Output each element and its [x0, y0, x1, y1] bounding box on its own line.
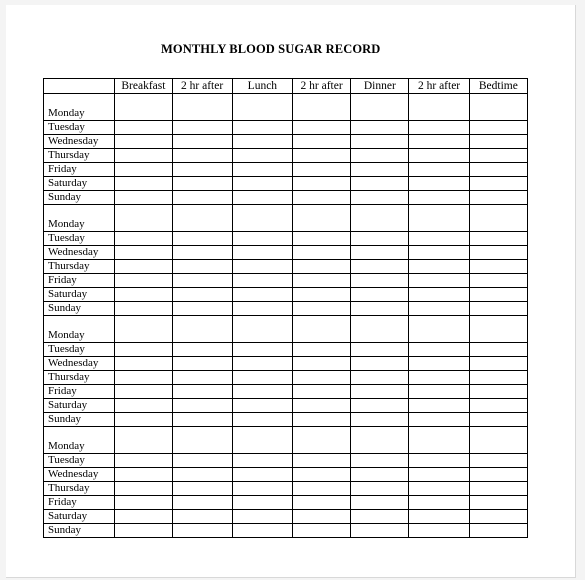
- reading-cell-2hr-after-breakfast[interactable]: [172, 246, 232, 260]
- reading-cell-dinner[interactable]: [351, 232, 409, 246]
- reading-cell-2hr-after-lunch[interactable]: [292, 288, 350, 302]
- reading-cell-2hr-after-dinner[interactable]: [409, 260, 469, 274]
- day-label: Tuesday: [44, 343, 115, 357]
- reading-cell-dinner[interactable]: [351, 413, 409, 427]
- reading-cell-breakfast[interactable]: [115, 302, 172, 316]
- table-row: [44, 385, 528, 399]
- reading-cell-dinner[interactable]: [351, 343, 409, 357]
- reading-cell-2hr-after-lunch[interactable]: [292, 191, 350, 205]
- reading-cell-2hr-after-breakfast[interactable]: [172, 413, 232, 427]
- day-label: Sunday: [44, 191, 115, 205]
- reading-cell-lunch[interactable]: [232, 302, 292, 316]
- reading-cell-lunch[interactable]: [232, 316, 292, 343]
- reading-cell-2hr-after-dinner[interactable]: [409, 302, 469, 316]
- reading-cell-2hr-after-lunch[interactable]: [292, 163, 350, 177]
- day-label: Sunday: [44, 524, 115, 538]
- day-label: Monday: [44, 94, 115, 121]
- reading-cell-lunch[interactable]: [232, 427, 292, 454]
- table-row: [44, 163, 528, 177]
- reading-cell-dinner[interactable]: [351, 385, 409, 399]
- reading-cell-bedtime[interactable]: [469, 135, 527, 149]
- reading-cell-dinner[interactable]: [351, 357, 409, 371]
- reading-cell-lunch[interactable]: [232, 482, 292, 496]
- reading-cell-bedtime[interactable]: [469, 524, 527, 538]
- reading-cell-dinner[interactable]: [351, 121, 409, 135]
- reading-cell-2hr-after-breakfast[interactable]: [172, 316, 232, 343]
- reading-cell-2hr-after-dinner[interactable]: [409, 468, 469, 482]
- reading-cell-breakfast[interactable]: [115, 371, 172, 385]
- reading-cell-2hr-after-lunch[interactable]: [292, 274, 350, 288]
- reading-cell-lunch[interactable]: [232, 357, 292, 371]
- day-label: Saturday: [44, 177, 115, 191]
- reading-cell-2hr-after-lunch[interactable]: [292, 510, 350, 524]
- reading-cell-bedtime[interactable]: [469, 399, 527, 413]
- day-label: Friday: [44, 496, 115, 510]
- reading-cell-bedtime[interactable]: [469, 121, 527, 135]
- reading-cell-dinner[interactable]: [351, 94, 409, 121]
- day-label: Saturday: [44, 510, 115, 524]
- reading-cell-breakfast[interactable]: [115, 121, 172, 135]
- day-label: Thursday: [44, 482, 115, 496]
- reading-cell-lunch[interactable]: [232, 121, 292, 135]
- reading-cell-2hr-after-breakfast[interactable]: [172, 288, 232, 302]
- table-row: [44, 260, 528, 274]
- table-row: [44, 288, 528, 302]
- reading-cell-2hr-after-dinner[interactable]: [409, 357, 469, 371]
- table-row: [44, 121, 528, 135]
- reading-cell-2hr-after-lunch[interactable]: [292, 177, 350, 191]
- reading-cell-dinner[interactable]: [351, 163, 409, 177]
- reading-cell-2hr-after-dinner[interactable]: [409, 413, 469, 427]
- reading-cell-2hr-after-breakfast[interactable]: [172, 510, 232, 524]
- day-label: Friday: [44, 274, 115, 288]
- day-label: Wednesday: [44, 135, 115, 149]
- table-row: [44, 496, 528, 510]
- reading-cell-2hr-after-breakfast[interactable]: [172, 163, 232, 177]
- reading-cell-dinner[interactable]: [351, 468, 409, 482]
- reading-cell-lunch[interactable]: [232, 454, 292, 468]
- reading-cell-breakfast[interactable]: [115, 191, 172, 205]
- day-label: Wednesday: [44, 246, 115, 260]
- reading-cell-bedtime[interactable]: [469, 413, 527, 427]
- reading-cell-2hr-after-breakfast[interactable]: [172, 302, 232, 316]
- reading-cell-2hr-after-breakfast[interactable]: [172, 121, 232, 135]
- reading-cell-2hr-after-dinner[interactable]: [409, 274, 469, 288]
- table-row: [44, 177, 528, 191]
- day-label: Wednesday: [44, 468, 115, 482]
- table-row: [44, 468, 528, 482]
- day-label: Thursday: [44, 371, 115, 385]
- reading-cell-bedtime[interactable]: [469, 246, 527, 260]
- reading-cell-breakfast[interactable]: [115, 163, 172, 177]
- table-row: [44, 510, 528, 524]
- day-label: Sunday: [44, 413, 115, 427]
- header-breakfast: Breakfast: [115, 79, 172, 94]
- reading-cell-2hr-after-lunch[interactable]: [292, 413, 350, 427]
- reading-cell-dinner[interactable]: [351, 205, 409, 232]
- reading-cell-dinner[interactable]: [351, 427, 409, 454]
- reading-cell-bedtime[interactable]: [469, 232, 527, 246]
- table-row: [44, 343, 528, 357]
- reading-cell-breakfast[interactable]: [115, 454, 172, 468]
- reading-cell-bedtime[interactable]: [469, 496, 527, 510]
- table-row: [44, 413, 528, 427]
- table-row: [44, 454, 528, 468]
- reading-cell-2hr-after-breakfast[interactable]: [172, 135, 232, 149]
- reading-cell-2hr-after-lunch[interactable]: [292, 232, 350, 246]
- day-label: Wednesday: [44, 357, 115, 371]
- day-label: Tuesday: [44, 121, 115, 135]
- reading-cell-lunch[interactable]: [232, 191, 292, 205]
- reading-cell-2hr-after-dinner[interactable]: [409, 524, 469, 538]
- document-title: MONTHLY BLOOD SUGAR RECORD: [161, 42, 381, 56]
- reading-cell-bedtime[interactable]: [469, 371, 527, 385]
- reading-cell-2hr-after-breakfast[interactable]: [172, 191, 232, 205]
- reading-cell-2hr-after-lunch[interactable]: [292, 385, 350, 399]
- reading-cell-dinner[interactable]: [351, 274, 409, 288]
- reading-cell-2hr-after-lunch[interactable]: [292, 302, 350, 316]
- reading-cell-bedtime[interactable]: [469, 288, 527, 302]
- header-2hr-after-lunch: 2 hr after: [292, 79, 350, 94]
- reading-cell-lunch[interactable]: [232, 288, 292, 302]
- reading-cell-2hr-after-breakfast[interactable]: [172, 482, 232, 496]
- reading-cell-2hr-after-dinner[interactable]: [409, 288, 469, 302]
- reading-cell-2hr-after-lunch[interactable]: [292, 482, 350, 496]
- table-row: [44, 232, 528, 246]
- reading-cell-2hr-after-lunch[interactable]: [292, 399, 350, 413]
- reading-cell-lunch[interactable]: [232, 177, 292, 191]
- reading-cell-2hr-after-dinner[interactable]: [409, 94, 469, 121]
- table-row: [44, 302, 528, 316]
- reading-cell-2hr-after-breakfast[interactable]: [172, 454, 232, 468]
- reading-cell-dinner[interactable]: [351, 288, 409, 302]
- reading-cell-breakfast[interactable]: [115, 232, 172, 246]
- reading-cell-breakfast[interactable]: [115, 274, 172, 288]
- reading-cell-bedtime[interactable]: [469, 149, 527, 163]
- reading-cell-dinner[interactable]: [351, 191, 409, 205]
- reading-cell-2hr-after-dinner[interactable]: [409, 232, 469, 246]
- day-label: Monday: [44, 205, 115, 232]
- reading-cell-dinner[interactable]: [351, 135, 409, 149]
- table-row: [44, 316, 528, 343]
- reading-cell-2hr-after-breakfast[interactable]: [172, 385, 232, 399]
- reading-cell-breakfast[interactable]: [115, 343, 172, 357]
- reading-cell-breakfast[interactable]: [115, 205, 172, 232]
- reading-cell-dinner[interactable]: [351, 454, 409, 468]
- header-2hr-after-breakfast: 2 hr after: [172, 79, 232, 94]
- header-day-column: [44, 79, 115, 94]
- table-body: [44, 94, 528, 538]
- reading-cell-bedtime[interactable]: [469, 482, 527, 496]
- day-label: Monday: [44, 316, 115, 343]
- day-label: Thursday: [44, 260, 115, 274]
- reading-cell-lunch[interactable]: [232, 135, 292, 149]
- reading-cell-lunch[interactable]: [232, 468, 292, 482]
- reading-cell-2hr-after-breakfast[interactable]: [172, 496, 232, 510]
- reading-cell-bedtime[interactable]: [469, 191, 527, 205]
- reading-cell-lunch[interactable]: [232, 343, 292, 357]
- reading-cell-bedtime[interactable]: [469, 510, 527, 524]
- reading-cell-2hr-after-dinner[interactable]: [409, 399, 469, 413]
- reading-cell-breakfast[interactable]: [115, 177, 172, 191]
- reading-cell-2hr-after-breakfast[interactable]: [172, 343, 232, 357]
- reading-cell-lunch[interactable]: [232, 232, 292, 246]
- table-row: [44, 149, 528, 163]
- reading-cell-2hr-after-breakfast[interactable]: [172, 274, 232, 288]
- day-label: Friday: [44, 163, 115, 177]
- reading-cell-2hr-after-dinner[interactable]: [409, 316, 469, 343]
- reading-cell-dinner[interactable]: [351, 510, 409, 524]
- reading-cell-breakfast[interactable]: [115, 135, 172, 149]
- reading-cell-dinner[interactable]: [351, 371, 409, 385]
- reading-cell-bedtime[interactable]: [469, 454, 527, 468]
- reading-cell-breakfast[interactable]: [115, 94, 172, 121]
- reading-cell-2hr-after-lunch[interactable]: [292, 260, 350, 274]
- reading-cell-dinner[interactable]: [351, 316, 409, 343]
- day-label: Saturday: [44, 288, 115, 302]
- reading-cell-bedtime[interactable]: [469, 205, 527, 232]
- reading-cell-dinner[interactable]: [351, 260, 409, 274]
- reading-cell-2hr-after-dinner[interactable]: [409, 454, 469, 468]
- reading-cell-2hr-after-lunch[interactable]: [292, 427, 350, 454]
- reading-cell-breakfast[interactable]: [115, 496, 172, 510]
- reading-cell-breakfast[interactable]: [115, 385, 172, 399]
- reading-cell-lunch[interactable]: [232, 385, 292, 399]
- reading-cell-lunch[interactable]: [232, 413, 292, 427]
- reading-cell-2hr-after-breakfast[interactable]: [172, 468, 232, 482]
- table-row: [44, 274, 528, 288]
- blood-sugar-table: [43, 78, 528, 538]
- reading-cell-breakfast[interactable]: [115, 357, 172, 371]
- reading-cell-dinner[interactable]: [351, 399, 409, 413]
- reading-cell-bedtime[interactable]: [469, 343, 527, 357]
- reading-cell-2hr-after-dinner[interactable]: [409, 121, 469, 135]
- reading-cell-breakfast[interactable]: [115, 468, 172, 482]
- reading-cell-breakfast[interactable]: [115, 316, 172, 343]
- reading-cell-2hr-after-dinner[interactable]: [409, 496, 469, 510]
- reading-cell-2hr-after-lunch[interactable]: [292, 205, 350, 232]
- reading-cell-bedtime[interactable]: [469, 357, 527, 371]
- reading-cell-2hr-after-dinner[interactable]: [409, 177, 469, 191]
- reading-cell-dinner[interactable]: [351, 149, 409, 163]
- reading-cell-lunch[interactable]: [232, 163, 292, 177]
- reading-cell-dinner[interactable]: [351, 482, 409, 496]
- reading-cell-2hr-after-dinner[interactable]: [409, 135, 469, 149]
- table-row: [44, 205, 528, 232]
- reading-cell-2hr-after-breakfast[interactable]: [172, 177, 232, 191]
- reading-cell-lunch[interactable]: [232, 94, 292, 121]
- reading-cell-2hr-after-dinner[interactable]: [409, 191, 469, 205]
- reading-cell-2hr-after-dinner[interactable]: [409, 482, 469, 496]
- reading-cell-2hr-after-dinner[interactable]: [409, 149, 469, 163]
- reading-cell-breakfast[interactable]: [115, 260, 172, 274]
- reading-cell-2hr-after-breakfast[interactable]: [172, 149, 232, 163]
- reading-cell-2hr-after-dinner[interactable]: [409, 427, 469, 454]
- reading-cell-bedtime[interactable]: [469, 260, 527, 274]
- reading-cell-2hr-after-breakfast[interactable]: [172, 232, 232, 246]
- reading-cell-2hr-after-breakfast[interactable]: [172, 399, 232, 413]
- table-row: [44, 135, 528, 149]
- reading-cell-2hr-after-lunch[interactable]: [292, 149, 350, 163]
- reading-cell-lunch[interactable]: [232, 274, 292, 288]
- reading-cell-2hr-after-lunch[interactable]: [292, 94, 350, 121]
- reading-cell-bedtime[interactable]: [469, 94, 527, 121]
- reading-cell-dinner[interactable]: [351, 524, 409, 538]
- reading-cell-lunch[interactable]: [232, 496, 292, 510]
- table-row: [44, 524, 528, 538]
- reading-cell-2hr-after-dinner[interactable]: [409, 205, 469, 232]
- reading-cell-2hr-after-lunch[interactable]: [292, 316, 350, 343]
- reading-cell-breakfast[interactable]: [115, 510, 172, 524]
- table-row: [44, 371, 528, 385]
- reading-cell-lunch[interactable]: [232, 399, 292, 413]
- reading-cell-lunch[interactable]: [232, 149, 292, 163]
- reading-cell-2hr-after-lunch[interactable]: [292, 246, 350, 260]
- table-row: [44, 246, 528, 260]
- reading-cell-breakfast[interactable]: [115, 288, 172, 302]
- reading-cell-breakfast[interactable]: [115, 246, 172, 260]
- reading-cell-dinner[interactable]: [351, 302, 409, 316]
- reading-cell-bedtime[interactable]: [469, 177, 527, 191]
- table-row: [44, 357, 528, 371]
- reading-cell-2hr-after-breakfast[interactable]: [172, 260, 232, 274]
- header-dinner: Dinner: [351, 79, 409, 94]
- reading-cell-bedtime[interactable]: [469, 302, 527, 316]
- reading-cell-2hr-after-lunch[interactable]: [292, 468, 350, 482]
- table-row: [44, 427, 528, 454]
- reading-cell-2hr-after-dinner[interactable]: [409, 246, 469, 260]
- day-label: Monday: [44, 427, 115, 454]
- reading-cell-dinner[interactable]: [351, 177, 409, 191]
- day-label: Thursday: [44, 149, 115, 163]
- reading-cell-2hr-after-lunch[interactable]: [292, 371, 350, 385]
- header-row: [44, 79, 528, 94]
- reading-cell-dinner[interactable]: [351, 246, 409, 260]
- reading-cell-breakfast[interactable]: [115, 399, 172, 413]
- reading-cell-2hr-after-breakfast[interactable]: [172, 427, 232, 454]
- header-2hr-after-dinner: 2 hr after: [409, 79, 469, 94]
- day-label: Sunday: [44, 302, 115, 316]
- reading-cell-bedtime[interactable]: [469, 163, 527, 177]
- reading-cell-2hr-after-dinner[interactable]: [409, 510, 469, 524]
- reading-cell-2hr-after-breakfast[interactable]: [172, 94, 232, 121]
- reading-cell-2hr-after-dinner[interactable]: [409, 371, 469, 385]
- reading-cell-bedtime[interactable]: [469, 468, 527, 482]
- table-row: [44, 191, 528, 205]
- reading-cell-bedtime[interactable]: [469, 385, 527, 399]
- reading-cell-lunch[interactable]: [232, 246, 292, 260]
- reading-cell-2hr-after-dinner[interactable]: [409, 385, 469, 399]
- reading-cell-breakfast[interactable]: [115, 149, 172, 163]
- document-page: [6, 5, 576, 578]
- reading-cell-dinner[interactable]: [351, 496, 409, 510]
- reading-cell-lunch[interactable]: [232, 510, 292, 524]
- reading-cell-2hr-after-breakfast[interactable]: [172, 371, 232, 385]
- day-label: Friday: [44, 385, 115, 399]
- reading-cell-2hr-after-breakfast[interactable]: [172, 205, 232, 232]
- day-label: Tuesday: [44, 232, 115, 246]
- reading-cell-bedtime[interactable]: [469, 274, 527, 288]
- reading-cell-lunch[interactable]: [232, 260, 292, 274]
- reading-cell-breakfast[interactable]: [115, 524, 172, 538]
- reading-cell-2hr-after-lunch[interactable]: [292, 496, 350, 510]
- reading-cell-2hr-after-breakfast[interactable]: [172, 524, 232, 538]
- reading-cell-2hr-after-lunch[interactable]: [292, 524, 350, 538]
- reading-cell-2hr-after-breakfast[interactable]: [172, 357, 232, 371]
- table-row: [44, 94, 528, 121]
- reading-cell-2hr-after-lunch[interactable]: [292, 454, 350, 468]
- reading-cell-breakfast[interactable]: [115, 413, 172, 427]
- reading-cell-breakfast[interactable]: [115, 427, 172, 454]
- reading-cell-2hr-after-lunch[interactable]: [292, 121, 350, 135]
- reading-cell-bedtime[interactable]: [469, 316, 527, 343]
- reading-cell-bedtime[interactable]: [469, 427, 527, 454]
- reading-cell-2hr-after-dinner[interactable]: [409, 343, 469, 357]
- reading-cell-2hr-after-lunch[interactable]: [292, 343, 350, 357]
- day-label: Saturday: [44, 399, 115, 413]
- reading-cell-breakfast[interactable]: [115, 482, 172, 496]
- reading-cell-2hr-after-lunch[interactable]: [292, 357, 350, 371]
- reading-cell-lunch[interactable]: [232, 205, 292, 232]
- day-label: Tuesday: [44, 454, 115, 468]
- reading-cell-lunch[interactable]: [232, 524, 292, 538]
- header-lunch: Lunch: [232, 79, 292, 94]
- reading-cell-lunch[interactable]: [232, 371, 292, 385]
- header-bedtime: Bedtime: [469, 79, 527, 94]
- table-row: [44, 399, 528, 413]
- reading-cell-2hr-after-lunch[interactable]: [292, 135, 350, 149]
- reading-cell-2hr-after-dinner[interactable]: [409, 163, 469, 177]
- table-row: [44, 482, 528, 496]
